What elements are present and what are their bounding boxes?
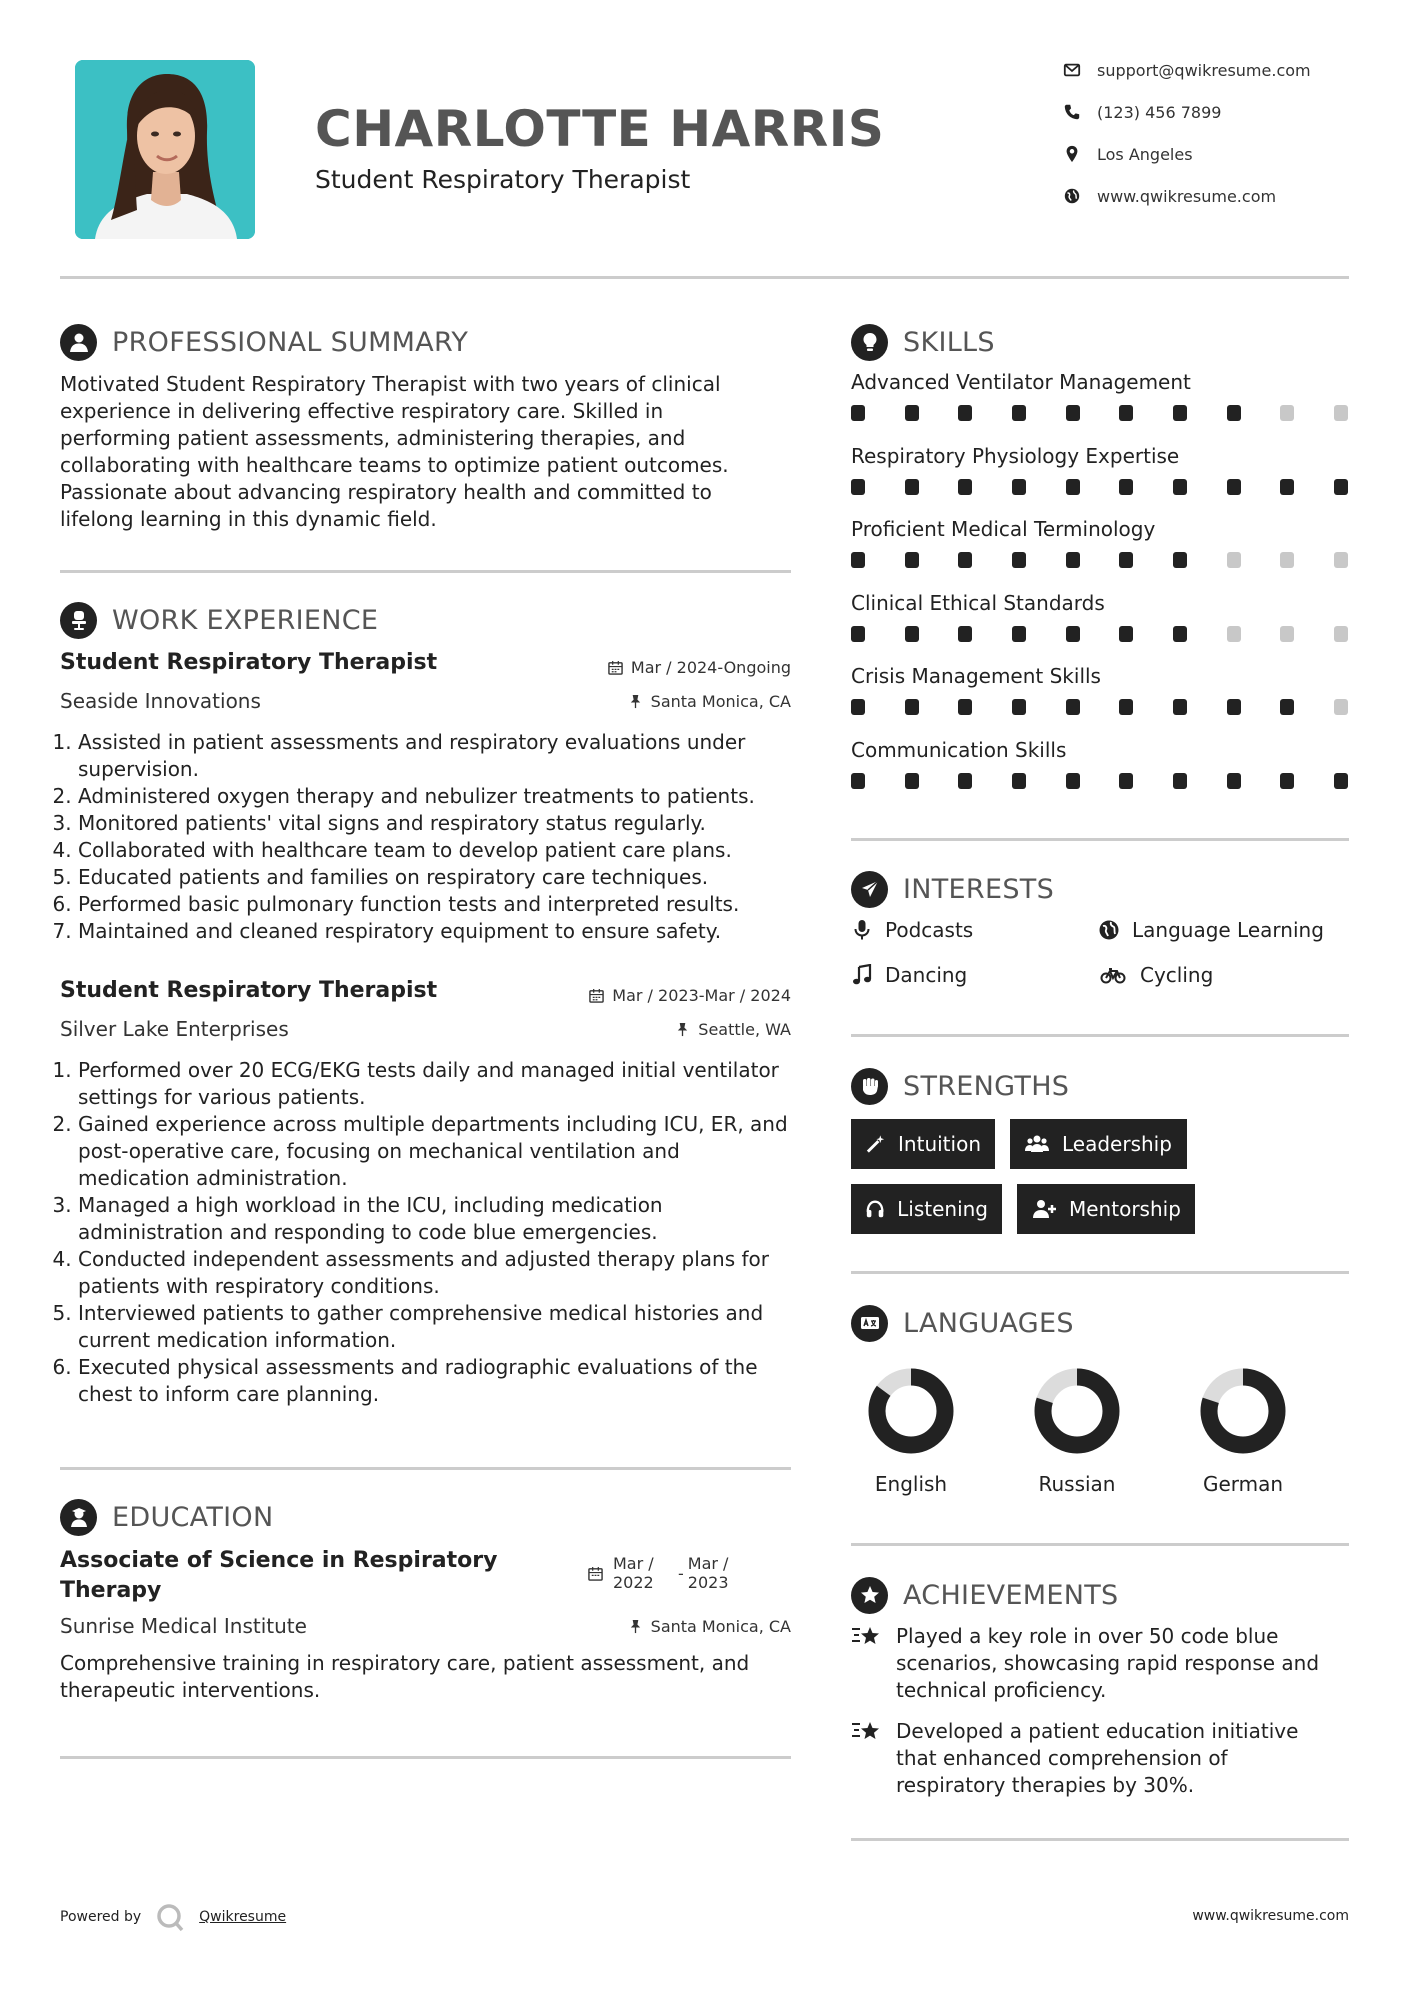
list-item: 6. Performed basic pulmonary function tests and interpreted results.: [78, 891, 795, 918]
rating-dot: [1227, 479, 1241, 495]
rating-dot: [958, 626, 972, 642]
rating-dot: [958, 552, 972, 568]
footer-website[interactable]: www.qwikresume.com: [1192, 1908, 1349, 1924]
envelope-icon: [1063, 61, 1081, 79]
summary-heading-text: PROFESSIONAL SUMMARY: [112, 326, 469, 358]
interest-label: Language Learning: [1132, 918, 1324, 942]
rating-dot: [1280, 773, 1294, 789]
shooting-star-icon: [851, 1716, 883, 1748]
skill-rating: [851, 552, 1348, 568]
degree-line: Associate of Science in Respiratory: [60, 1548, 498, 1573]
candidate-title: Student Respiratory Therapist: [315, 165, 691, 194]
list-item: 6. Executed physical assessments and radiographic evaluations of the chest to inform care planning.: [78, 1354, 795, 1408]
job-location: [480, 1020, 791, 1039]
job-dates: [480, 986, 791, 1005]
interest-item: [1098, 918, 1324, 942]
job-dates-text: Mar / 2024-Ongoing: [630, 658, 791, 677]
skill-name: Communication Skills: [851, 737, 1067, 762]
rating-dot: [905, 699, 919, 715]
rating-dot: [1334, 699, 1348, 715]
section-divider: [60, 570, 791, 573]
rating-dot: [1119, 552, 1133, 568]
language-chart: [846, 1366, 976, 1456]
skill-name: Respiratory Physiology Expertise: [851, 443, 1180, 468]
list-item: 3. Monitored patients' vital signs and respiratory status regularly.: [78, 810, 795, 837]
rating-dot: [1227, 699, 1241, 715]
rating-dot: [1119, 479, 1133, 495]
language-donut: [1198, 1366, 1288, 1456]
user-icon: [68, 331, 90, 353]
users-icon: [1024, 1133, 1050, 1155]
profile-photo: [75, 60, 255, 239]
fist-icon: [859, 1075, 881, 1097]
rating-dot: [851, 479, 865, 495]
strength-label: Mentorship: [1069, 1197, 1181, 1221]
education-heading-text: EDUCATION: [112, 1501, 274, 1533]
skill-rating: [851, 626, 1348, 642]
skill-name: Advanced Ventilator Management: [851, 370, 1191, 394]
education-dates: Mar / 2022 - Mar / 2023: [588, 1553, 798, 1593]
rating-dot: [1280, 626, 1294, 642]
calendar-icon: [588, 1566, 603, 1581]
rating-dot: [1066, 405, 1080, 421]
skill-rating: [851, 773, 1348, 789]
summary-line: Motivated Student Respiratory Therapist with two years of clinical: [60, 372, 721, 396]
website-text: www.qwikresume.com: [1097, 186, 1277, 206]
education-location-text: Santa Monica, CA: [650, 1617, 791, 1636]
header-divider: [60, 276, 1349, 279]
candidate-name: CHARLOTTE HARRIS: [315, 100, 885, 158]
achievement-line: respiratory therapies by 30%.: [896, 1773, 1195, 1797]
achievement-line: technical proficiency.: [896, 1678, 1107, 1702]
section-divider: [851, 1271, 1349, 1274]
achievement-line: that enhanced comprehension of: [896, 1746, 1228, 1770]
strength-label: Listening: [897, 1197, 988, 1221]
skills-heading-text: SKILLS: [903, 326, 995, 358]
rating-dot: [1119, 405, 1133, 421]
skill-row: [851, 738, 1348, 789]
list-item: 5. Interviewed patients to gather comprehensive medical histories and current medication information.: [78, 1300, 795, 1354]
rating-dot: [905, 773, 919, 789]
summary-line: performing patient assessments, administering therapies, and: [60, 426, 686, 450]
job-location: [480, 692, 791, 711]
briefcase-chair-icon: [68, 609, 90, 631]
globe-icon: [1098, 919, 1120, 941]
list-item: 4. Conducted independent assessments and adjusted therapy plans for patients with respiratory conditions.: [78, 1246, 795, 1300]
calendar-icon: [608, 660, 623, 675]
end-year: 2023: [687, 1573, 729, 1592]
section-divider: [851, 838, 1349, 841]
user-plus-icon: [1031, 1198, 1057, 1220]
list-item: 3. Managed a high workload in the ICU, including medication administration and responding to code blue emergencies.: [78, 1192, 795, 1246]
footer-powered: [60, 1902, 286, 1932]
rating-dot: [1334, 773, 1348, 789]
language-donut: [1032, 1366, 1122, 1456]
language-icon: [859, 1312, 881, 1334]
job-location-text: Seattle, WA: [698, 1020, 791, 1039]
rating-dot: [1280, 405, 1294, 421]
rating-dot: [1173, 699, 1187, 715]
education-heading: [60, 1497, 273, 1537]
rating-dot: [1173, 773, 1187, 789]
interest-item: [851, 918, 973, 942]
interests-heading: [851, 869, 1054, 909]
rating-dot: [1012, 405, 1026, 421]
achievement-item: [851, 1718, 1351, 1799]
end-month: Mar /: [687, 1554, 729, 1573]
map-marker-icon: [1063, 145, 1081, 163]
microphone-icon: [851, 919, 873, 941]
language-name: German: [1202, 1472, 1284, 1496]
achievements-heading: [851, 1575, 1119, 1615]
interest-label: Cycling: [1140, 963, 1214, 987]
languages-heading: [851, 1303, 1074, 1343]
summary-line: collaborating with healthcare teams to optimize patient outcomes.: [60, 453, 729, 477]
job-company: Silver Lake Enterprises: [60, 1017, 289, 1041]
section-divider: [60, 1467, 791, 1470]
skill-row: [851, 370, 1348, 421]
section-divider: [851, 1034, 1349, 1037]
list-item: 2. Gained experience across multiple departments including ICU, ER, and post-operative care, focusing on mechanical ventilation and medication administration.: [78, 1111, 795, 1192]
brand-link[interactable]: Qwikresume: [199, 1909, 287, 1925]
rating-dot: [1012, 626, 1026, 642]
strengths-heading-text: STRENGTHS: [903, 1070, 1070, 1102]
rating-dot: [1173, 405, 1187, 421]
language-donut: [866, 1366, 956, 1456]
education-location: [480, 1617, 791, 1636]
list-item: 2. Administered oxygen therapy and nebulizer treatments to patients.: [78, 783, 795, 810]
contact-phone[interactable]: [1063, 99, 1363, 125]
strengths-heading: [851, 1066, 1069, 1106]
skill-row: [851, 591, 1348, 642]
rating-dot: [905, 405, 919, 421]
job-role: Student Respiratory Therapist: [60, 978, 438, 1003]
achievements-heading-text: ACHIEVEMENTS: [903, 1579, 1119, 1611]
experience-heading-text: WORK EXPERIENCE: [112, 604, 379, 636]
list-item: 4. Collaborated with healthcare team to develop patient care plans.: [78, 837, 795, 864]
rating-dot: [1280, 479, 1294, 495]
job-location-text: Santa Monica, CA: [650, 692, 791, 711]
list-item: 1. Performed over 20 ECG/EKG tests daily and managed initial ventilator settings for various patients.: [78, 1057, 795, 1111]
skill-name: Clinical Ethical Standards: [851, 590, 1105, 615]
list-item: 5. Educated patients and families on respiratory care techniques.: [78, 864, 795, 891]
rating-dot: [1227, 773, 1241, 789]
interest-item: [851, 963, 967, 987]
rating-dot: [1334, 405, 1348, 421]
rating-dot: [1012, 773, 1026, 789]
lightbulb-icon: [859, 331, 881, 353]
pushpin-icon: [628, 694, 643, 709]
skill-rating: [851, 479, 1348, 495]
rating-dot: [958, 699, 972, 715]
list-item: 7. Maintained and cleaned respiratory equipment to ensure safety.: [78, 918, 795, 945]
rating-dot: [958, 479, 972, 495]
job-company: Seaside Innovations: [60, 689, 261, 713]
summary-line: lifelong learning in this dynamic field.: [60, 507, 437, 531]
rating-dot: [1227, 405, 1241, 421]
pushpin-icon: [628, 1619, 643, 1634]
shooting-star-icon: [851, 1621, 883, 1653]
list-item: 1. Assisted in patient assessments and respiratory evaluations under supervision.: [78, 729, 795, 783]
rating-dot: [1066, 479, 1080, 495]
contact-email[interactable]: [1063, 57, 1363, 83]
degree-line: Therapy: [60, 1578, 162, 1603]
strength-label: Intuition: [898, 1132, 981, 1156]
strength-label: Leadership: [1062, 1132, 1172, 1156]
section-divider: [60, 1756, 791, 1759]
skill-rating: [851, 405, 1348, 421]
location-text: Los Angeles: [1097, 144, 1193, 164]
summary-line: experience in delivering effective respiratory care. Skilled in: [60, 399, 664, 423]
rating-dot: [1012, 552, 1026, 568]
rating-dot: [851, 405, 865, 421]
star-badge-icon: [859, 1584, 881, 1606]
rating-dot: [1173, 479, 1187, 495]
skill-row: [851, 444, 1348, 495]
job-duties: [60, 1057, 795, 1408]
pushpin-icon: [675, 1022, 690, 1037]
rating-dot: [1012, 479, 1026, 495]
achievement-line: scenarios, showcasing rapid response and: [896, 1651, 1320, 1675]
rating-dot: [1119, 699, 1133, 715]
language-chart: [1178, 1366, 1308, 1456]
rating-dot: [1227, 552, 1241, 568]
section-divider: [851, 1543, 1349, 1546]
summary-line: Passionate about advancing respiratory health and committed to: [60, 480, 712, 504]
magic-wand-icon: [865, 1133, 886, 1155]
strength-tag: [1017, 1184, 1195, 1234]
rating-dot: [1334, 552, 1348, 568]
strength-tag: [1010, 1119, 1187, 1169]
education-description: Comprehensive training in respiratory care, patient assessment, and therapeutic interventions.: [60, 1651, 750, 1702]
school-name: Sunrise Medical Institute: [60, 1614, 307, 1638]
email-text: support@qwikresume.com: [1097, 60, 1311, 80]
rating-dot: [1280, 552, 1294, 568]
rating-dot: [1173, 552, 1187, 568]
strength-tag: [851, 1119, 995, 1169]
summary-heading: [60, 322, 468, 362]
music-icon: [851, 964, 873, 986]
rating-dot: [1334, 626, 1348, 642]
summary-text: [60, 371, 800, 533]
rating-dot: [1173, 626, 1187, 642]
rating-dot: [1066, 773, 1080, 789]
achievement-line: Developed a patient education initiative: [896, 1719, 1299, 1743]
paper-plane-icon: [859, 878, 881, 900]
rating-dot: [1334, 479, 1348, 495]
language-name: Russian: [1038, 1472, 1116, 1496]
phone-icon: [1063, 103, 1081, 121]
rating-dot: [1066, 699, 1080, 715]
rating-dot: [1012, 699, 1026, 715]
section-divider: [851, 1838, 1349, 1841]
interest-label: Dancing: [885, 963, 968, 987]
contact-website[interactable]: [1063, 183, 1363, 209]
language-chart: [1012, 1366, 1142, 1456]
degree-title: [60, 1546, 497, 1606]
job-dates: [480, 658, 791, 677]
rating-dot: [1066, 626, 1080, 642]
rating-dot: [905, 552, 919, 568]
interest-item: [1098, 963, 1213, 987]
skill-name: Proficient Medical Terminology: [851, 517, 1156, 541]
start-month: Mar /: [613, 1554, 654, 1573]
graduate-icon: [68, 1506, 90, 1528]
rating-dot: [851, 552, 865, 568]
phone-text: (123) 456 7899: [1097, 102, 1222, 122]
rating-dot: [851, 699, 865, 715]
globe-icon: [1063, 187, 1081, 205]
languages-heading-text: LANGUAGES: [903, 1307, 1074, 1339]
interest-label: Podcasts: [885, 918, 974, 942]
skills-heading: [851, 322, 995, 362]
job-role: Student Respiratory Therapist: [60, 650, 438, 675]
skill-row: [851, 517, 1348, 568]
rating-dot: [851, 773, 865, 789]
rating-dot: [1066, 552, 1080, 568]
skill-row: [851, 664, 1348, 715]
interests-heading-text: INTERESTS: [903, 873, 1055, 905]
language-name: English: [874, 1472, 948, 1496]
bicycle-icon: [1098, 964, 1128, 986]
headphones-icon: [865, 1198, 885, 1220]
job-duties: [60, 729, 795, 945]
rating-dot: [1119, 626, 1133, 642]
experience-heading: [60, 600, 378, 640]
powered-by-text: Powered by: [60, 1909, 142, 1925]
contact-location: [1063, 141, 1363, 167]
achievement-item: [851, 1623, 1351, 1704]
rating-dot: [1280, 699, 1294, 715]
job-dates-text: Mar / 2023-Mar / 2024: [612, 986, 791, 1005]
achievement-line: Played a key role in over 50 code blue: [896, 1624, 1279, 1648]
strength-tag: [851, 1184, 1002, 1234]
calendar-icon: [589, 988, 604, 1003]
rating-dot: [958, 773, 972, 789]
rating-dot: [1119, 773, 1133, 789]
start-year: 2022: [613, 1573, 654, 1592]
rating-dot: [958, 405, 972, 421]
qwikresume-logo-icon: [155, 1902, 185, 1932]
rating-dot: [905, 626, 919, 642]
rating-dot: [905, 479, 919, 495]
skill-name: Crisis Management Skills: [851, 664, 1101, 688]
skill-rating: [851, 699, 1348, 715]
rating-dot: [1227, 626, 1241, 642]
rating-dot: [851, 626, 865, 642]
